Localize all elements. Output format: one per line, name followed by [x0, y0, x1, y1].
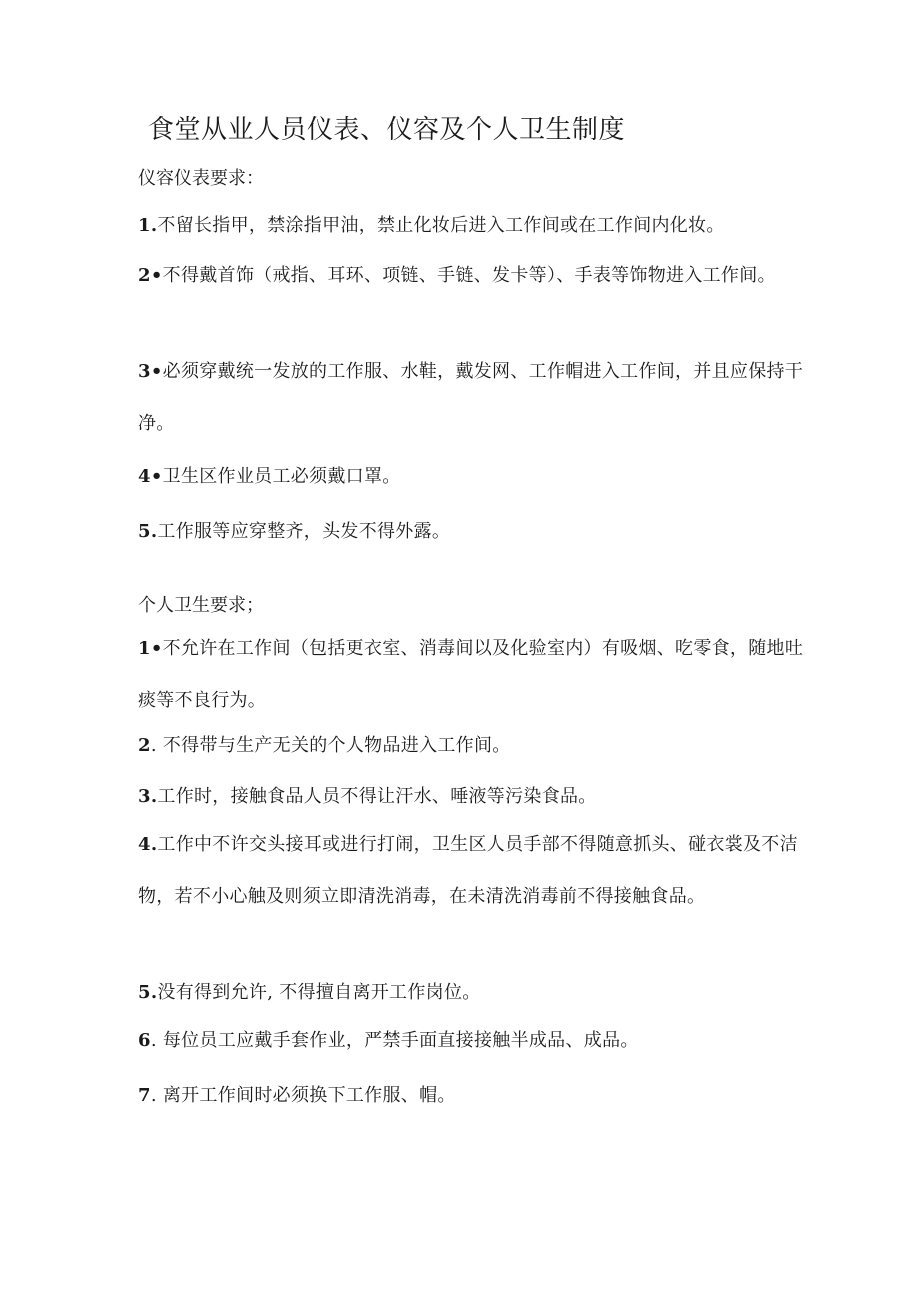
item-number: 5.: [138, 982, 158, 1003]
item-text: 卫生区作业员工必须戴口罩。: [162, 466, 401, 487]
hygiene-item-5: [138, 967, 818, 1019]
item-number: 3.: [138, 786, 158, 807]
item-number: 1•: [138, 638, 163, 659]
item-number: 6: [138, 1030, 151, 1051]
item-text: 不允许在工作间（包括更衣室、消毒间以及化验室内）有吸烟、吃零食，随地吐痰等不良行为。: [138, 638, 804, 711]
item-text: 不留长指甲，禁涂指甲油，禁止化妆后进入工作间或在工作间内化妆。: [157, 215, 725, 236]
hygiene-item-6: [138, 1015, 818, 1067]
item-number: 4•: [138, 466, 163, 487]
section-heading-hygiene: 个人卫生要求；: [138, 595, 264, 616]
appearance-item-5: [138, 506, 818, 558]
item-number: 7: [138, 1085, 151, 1106]
item-number: 1.: [138, 215, 158, 236]
item-number: 5.: [138, 521, 158, 542]
hygiene-item-7: [138, 1070, 818, 1122]
hygiene-item-3: [138, 771, 818, 823]
item-text: 工作服等应穿整齐，头发不得外露。: [157, 521, 451, 542]
item-text: 不得戴首饰（戒指、耳环、项链、手链、发卡等）、手表等饰物进入工作间。: [162, 265, 776, 286]
item-number: 2: [138, 735, 151, 756]
document-title: 食堂从业人员仪表、仪容及个人卫生制度: [148, 115, 626, 145]
item-text: 没有得到允许, 不得擅自离开工作岗位。: [157, 982, 481, 1003]
section-heading-appearance: 仪容仪表要求：: [138, 168, 264, 189]
item-text: 工作时，接触食品人员不得让汗水、唾液等污染食品。: [157, 786, 597, 807]
item-number: 2•: [138, 265, 163, 286]
item-text: 必须穿戴统一发放的工作服、水鞋，戴发网、工作帽进入工作间，并且应保持干净。: [138, 361, 804, 434]
item-text: . 离开工作间时必须换下工作服、帽。: [150, 1085, 456, 1106]
item-text: 工作中不许交头接耳或进行打闹，卫生区人员手部不得随意抓头、碰衣裳及不洁物，若不小心触及则须立即清洗消毒，在未清洗消毒前不得接触食品。: [138, 834, 798, 907]
hygiene-item-4: [138, 819, 818, 923]
item-text: . 每位员工应戴手套作业，严禁手面直接接触半成品、成品。: [150, 1030, 639, 1051]
appearance-item-4: [138, 451, 818, 503]
item-number: 3•: [138, 361, 163, 382]
appearance-item-2: [138, 250, 818, 302]
appearance-item-1: [138, 200, 818, 252]
appearance-item-3: [138, 346, 818, 450]
hygiene-item-1: [138, 623, 818, 727]
item-number: 4.: [138, 834, 158, 855]
hygiene-item-2: [138, 720, 818, 772]
item-text: . 不得带与生产无关的个人物品进入工作间。: [150, 735, 511, 756]
